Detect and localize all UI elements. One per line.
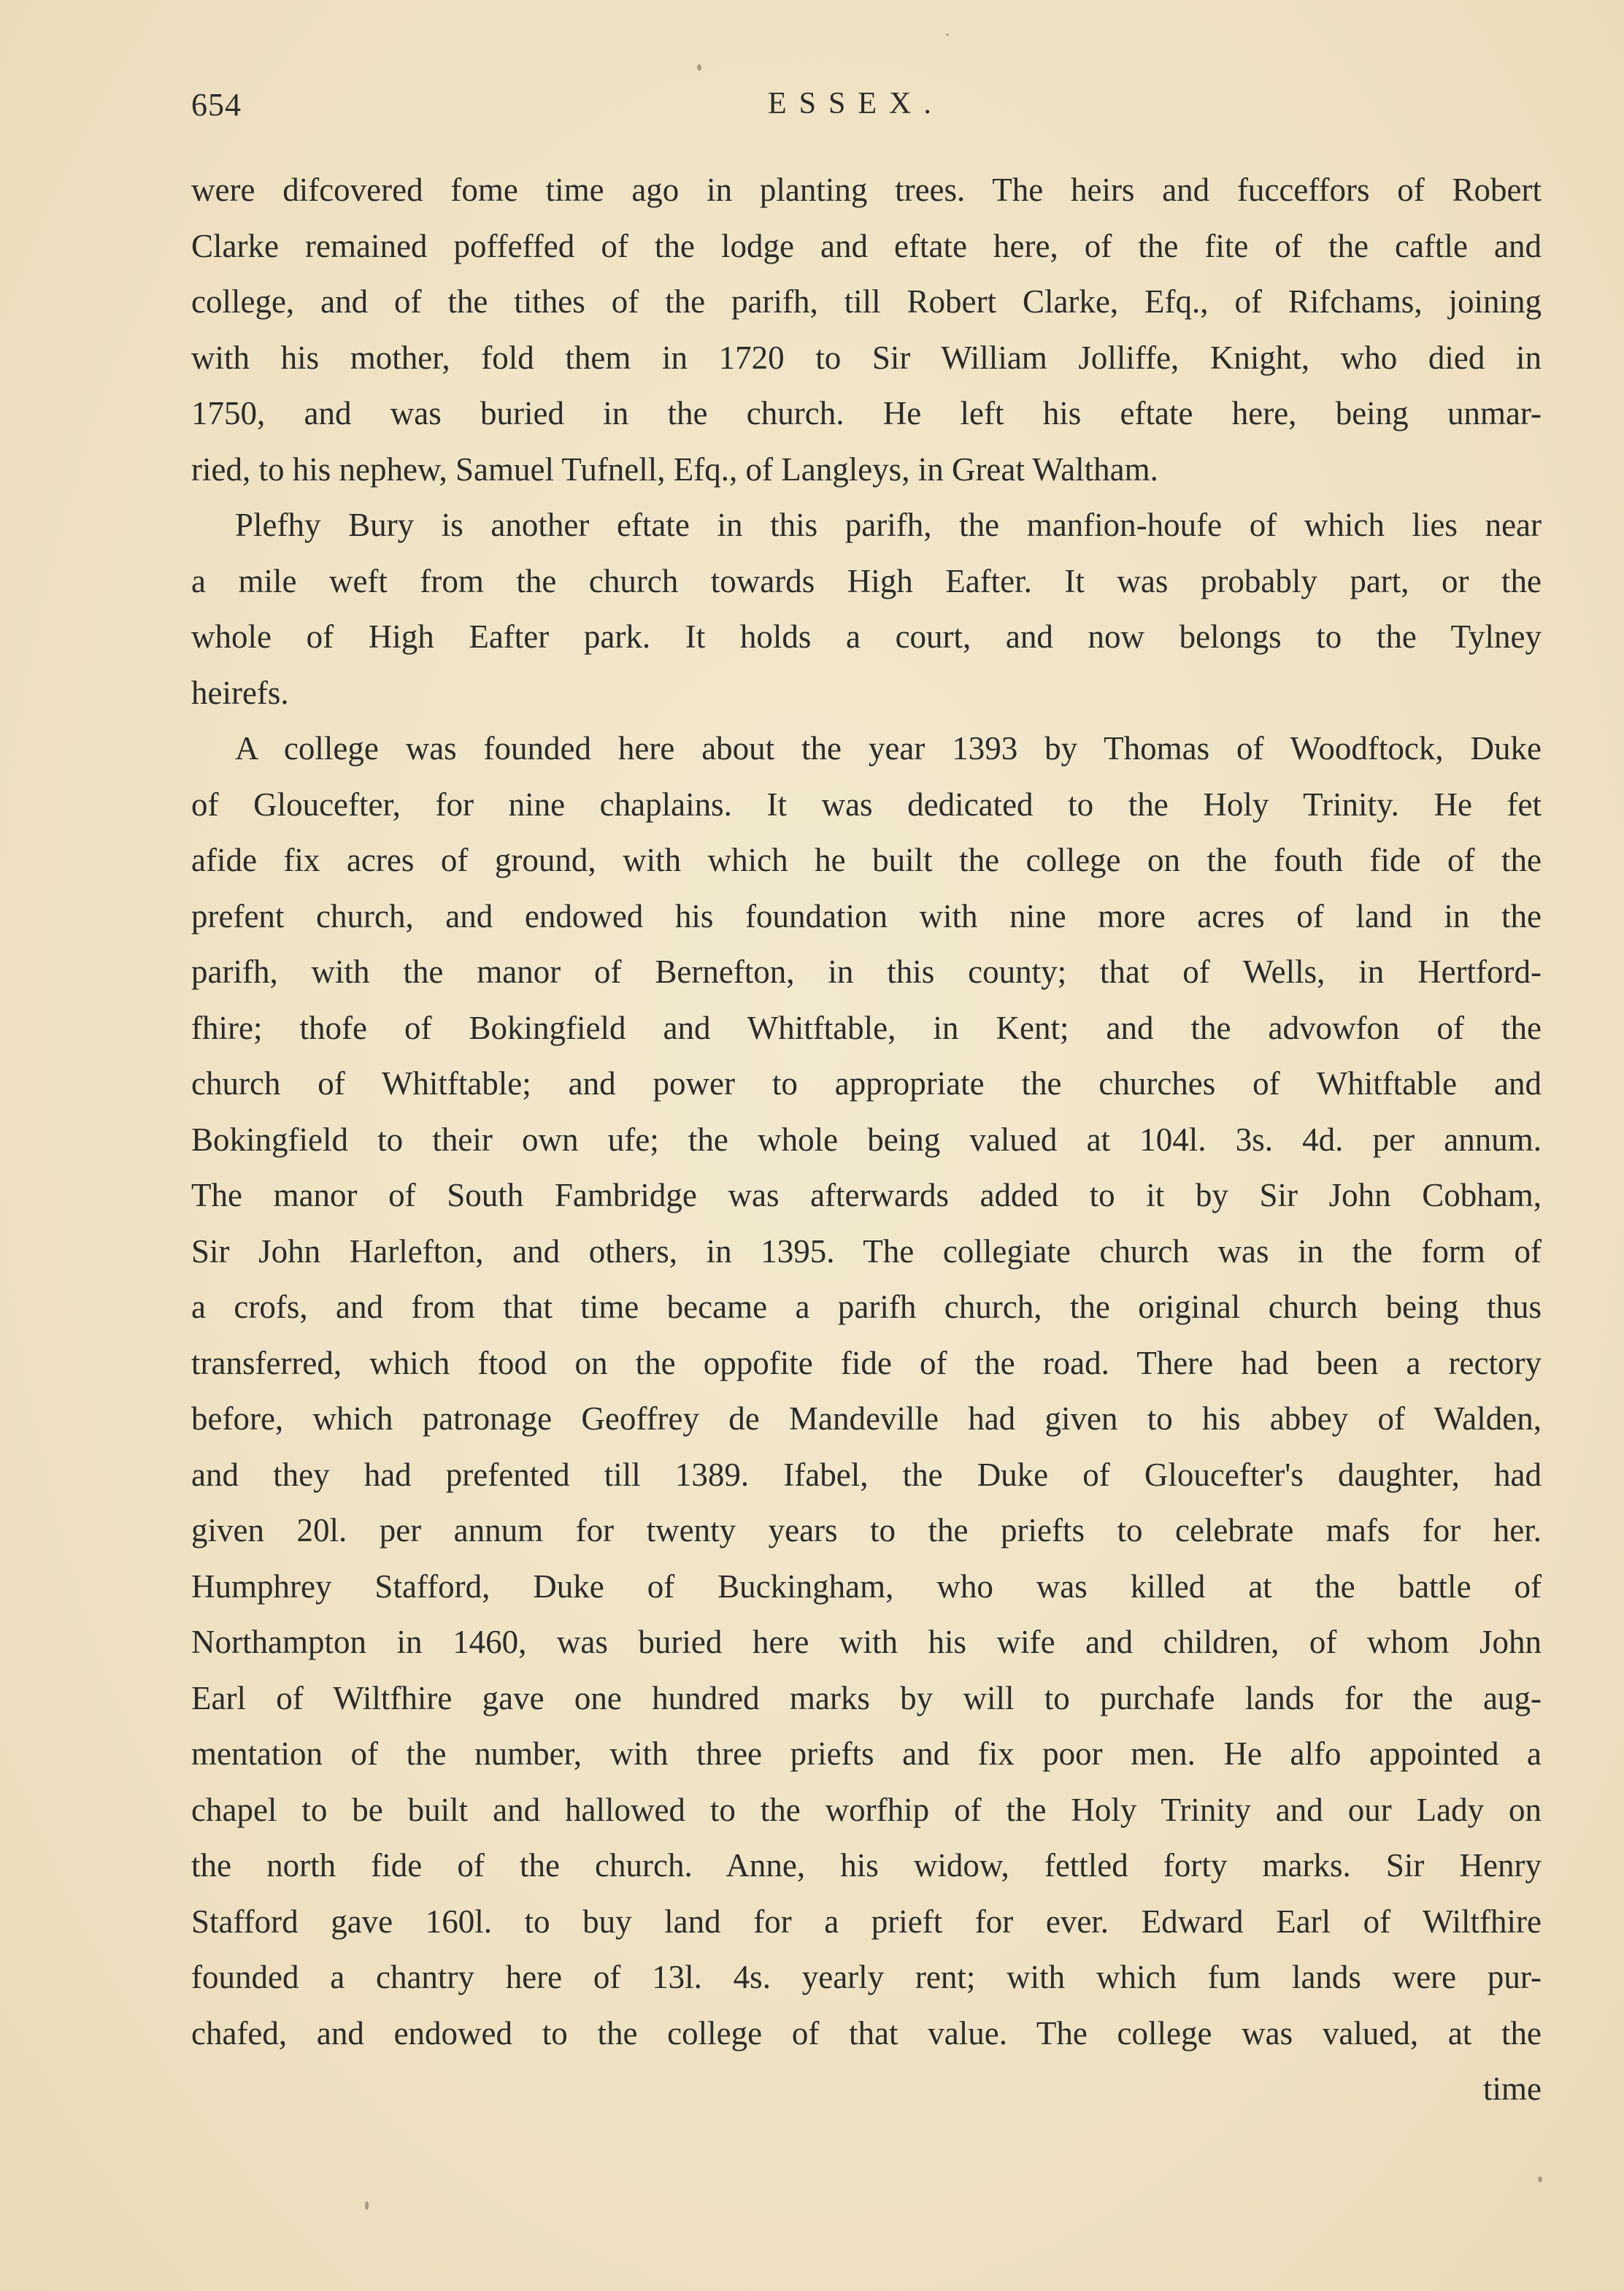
page-number: 654 [191, 87, 242, 123]
text-line: fhire; thofe of Bokingfield and Whitftable, in Kent; and the advowfon of the [191, 1009, 1542, 1046]
text-line: Clarke remained poffeffed of the lodge and eftate here, of the fite of the caftle and [191, 227, 1542, 264]
text-line: 1750, and was buried in the church. He left his eftate here, being unmar- [191, 395, 1542, 431]
text-line: Humphrey Stafford, Duke of Buckingham, who was killed at the battle of [191, 1567, 1542, 1605]
text-line: founded a chantry here of 13l. 4s. yearly rent; with which fum lands were pur- [191, 1959, 1542, 1995]
text-line: a mile weft from the church towards High Eafter. It was probably part, or the [191, 562, 1542, 599]
text-line: church of Whitftable; and power to appropriate the churches of Whitftable and [191, 1065, 1542, 1102]
catchword: time [1483, 2071, 1542, 2107]
text-line: heirefs. [191, 674, 289, 711]
text-line: The manor of South Fambridge was afterwards added to it by Sir John Cobham, [191, 1177, 1542, 1213]
text-line: with his mother, fold them in 1720 to Sir William Jolliffe, Knight, who died in [191, 339, 1542, 376]
text-line: parifh, with the manor of Bernefton, in this county; that of Wells, in Hertford- [191, 953, 1542, 990]
paper-speck [365, 2201, 369, 2210]
body-text [191, 162, 1542, 2117]
text-line: Stafford gave 160l. to buy land for a prieft for ever. Edward Earl of Wiltfhire [191, 1903, 1542, 1940]
text-line: prefent church, and endowed his foundation with nine more acres of land in the [191, 897, 1542, 935]
text-line: A college was founded here about the year 1393 by Thomas of Woodftock, Duke [235, 730, 1542, 767]
text-line: Northampton in 1460, was buried here with his wife and children, of whom John [191, 1624, 1542, 1660]
text-line: afide fix acres of ground, with which he built the college on the fouth fide of the [191, 842, 1542, 878]
text-line: were difcovered fome time ago in planting trees. The heirs and fucceffors of Robert [191, 172, 1542, 208]
text-line: college, and of the tithes of the parifh, till Robert Clarke, Efq., of Rifchams, joining [191, 283, 1542, 320]
text-line: ried, to his nephew, Samuel Tufnell, Efq., of Langleys, in Great Waltham. [191, 450, 1158, 488]
text-line: Earl of Wiltfhire gave one hundred marks by will to purchafe lands for the aug- [191, 1679, 1542, 1716]
text-line: given 20l. per annum for twenty years to the priefts to celebrate mafs for her. [191, 1512, 1542, 1549]
paragraph-2 [191, 497, 1542, 721]
paper-speck [1538, 2176, 1542, 2182]
text-line: Bokingfield to their own ufe; the whole being valued at 104l. 3s. 4d. per annum. [191, 1121, 1542, 1158]
text-line: of Gloucefter, for nine chaplains. It was dedicated to the Holy Trinity. He fet [191, 786, 1542, 823]
text-line: the north fide of the church. Anne, his widow, fettled forty marks. Sir Henry [191, 1847, 1542, 1884]
text-line: a crofs, and from that time became a parifh church, the original church being thus [191, 1289, 1542, 1325]
text-line: chapel to be built and hallowed to the worfhip of the Holy Trinity and our Lady on [191, 1791, 1542, 1828]
paper-speck [697, 64, 701, 71]
text-line: transferred, which ftood on the oppofite fide of the road. There had been a rectory [191, 1344, 1542, 1381]
running-title: ESSEX. [768, 87, 944, 120]
text-line: Plefhy Bury is another eftate in this parifh, the manfion-houfe of which lies near [235, 507, 1542, 543]
text-line: chafed, and endowed to the college of that value. The college was valued, at the [191, 2014, 1542, 2052]
paragraph-3 [191, 721, 1542, 2061]
text-line: mentation of the number, with three priefts and fix poor men. He alfo appointed a [191, 1735, 1542, 1772]
text-line: before, which patronage Geoffrey de Mandeville had given to his abbey of Walden, [191, 1400, 1542, 1437]
paragraph-1 [191, 162, 1542, 497]
text-line: and they had prefented till 1389. Ifabel, the Duke of Gloucefter's daughter, had [191, 1456, 1542, 1493]
text-line: Sir John Harlefton, and others, in 1395. The collegiate church was in the form of [191, 1232, 1542, 1270]
text-line: whole of High Eafter park. It holds a court, and now belongs to the Tylney [191, 618, 1542, 655]
page-header [191, 86, 1578, 130]
paper-speck [946, 34, 949, 36]
